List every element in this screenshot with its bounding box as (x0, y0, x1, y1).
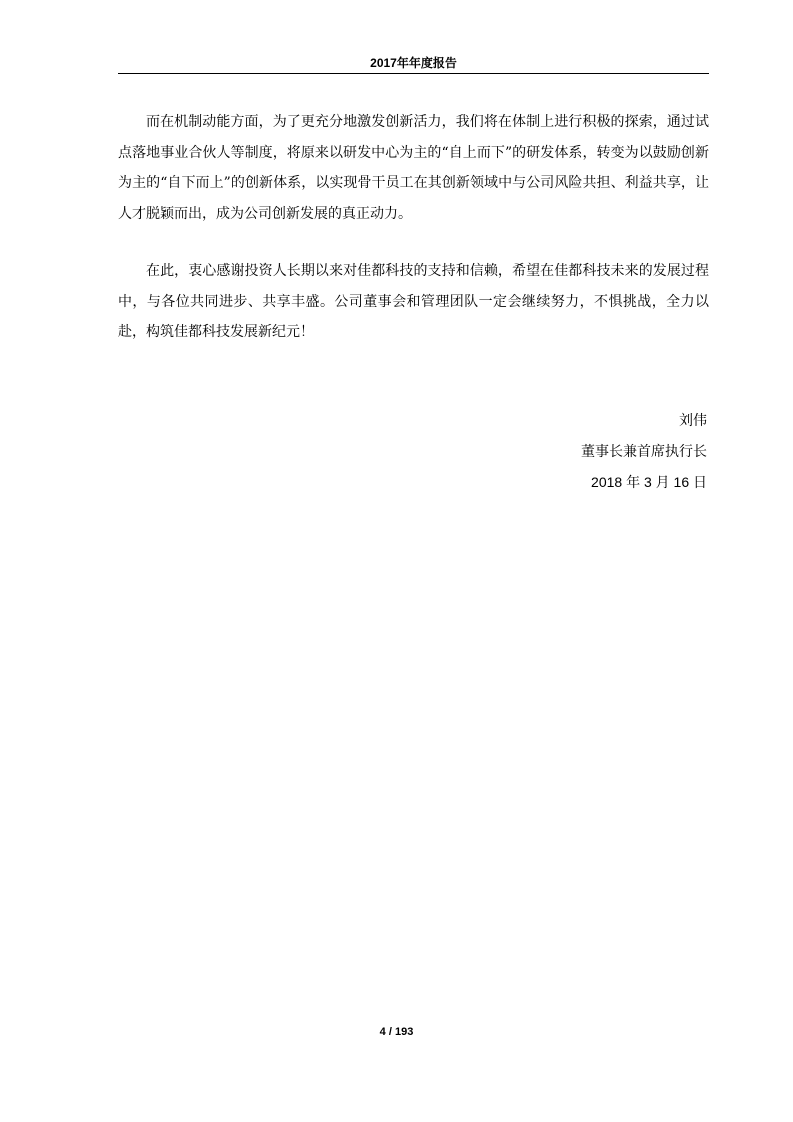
signature-date: 2018 年 3 月 16 日 (591, 474, 707, 490)
report-header-title: 2017年年度报告 (370, 56, 457, 70)
body-paragraph-2 (118, 256, 709, 348)
body-paragraph-1 (118, 107, 709, 229)
signature-title: 董事长兼首席执行长 (581, 444, 707, 460)
page-number: 4 / 193 (379, 1026, 414, 1038)
header-divider (118, 73, 709, 74)
paragraph-text: 在此，衷心感谢投资人长期以来对佳都科技的支持和信赖，希望在佳都科技未来的发展过程中，与各位共同进步、共享丰盛。公司董事会和管理团队一定会继续努力，不惧挑战，全力以赴，构筑佳都科技发展新纪元！ (118, 263, 709, 340)
paragraph-text: 而在机制动能方面，为了更充分地激发创新活力，我们将在体制上进行积极的探索，通过试点落地事业合伙人等制度，将原来以研发中心为主的“自上而下”的研发体系，转变为以鼓励创新为主的“自下而上”的创新体系，以实现骨干员工在其创新领域中与公司风险共担、利益共享，让人才脱颖而出，成为公司创新发展的真正动力。 (118, 114, 709, 222)
signature-name: 刘伟 (679, 413, 707, 429)
